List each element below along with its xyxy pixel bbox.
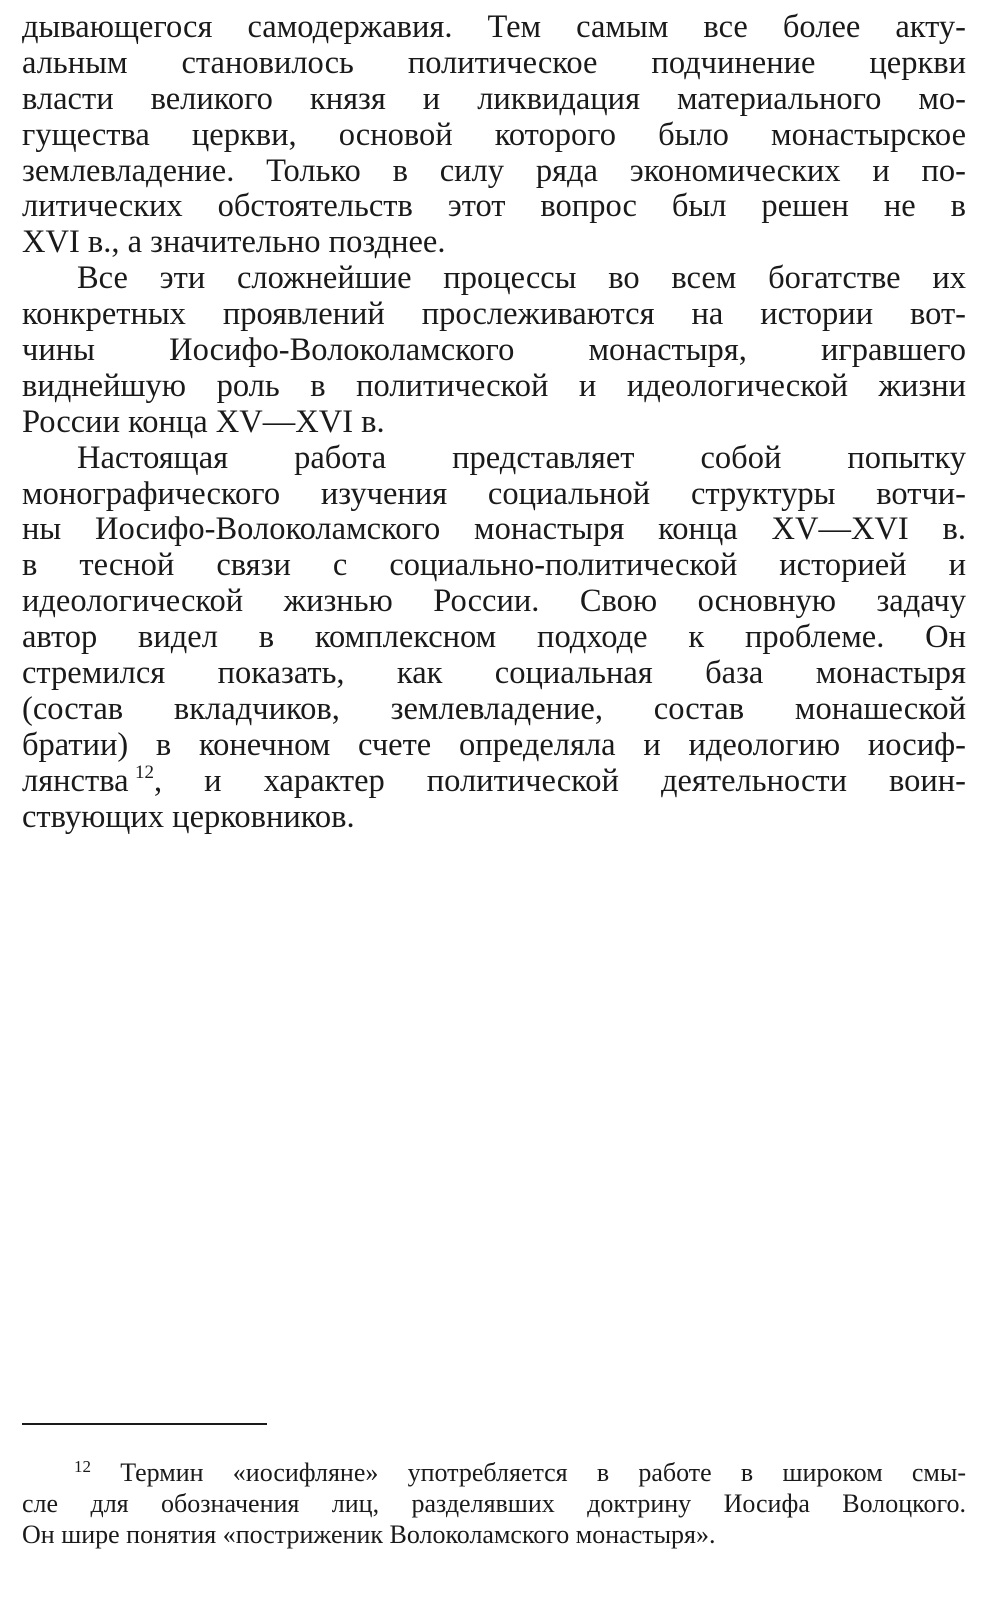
main-text [22,10,966,835]
text-line: ствующих церковников. [22,799,355,835]
text-line: Настоящая работа представляет собой попытку [77,440,966,476]
footnote-divider [22,1423,267,1425]
text-line: идеологической жизнью России. Свою основную задачу [22,584,966,620]
text-fragment: лянства [22,763,129,799]
text-line: стремился показать, как социальная база монастыря [22,656,966,692]
footnote-line: сле для обозначения лиц, разделявших доктрину Иосифа Волоцкого. [22,1489,966,1518]
footnote-ref[interactable]: 12 [135,763,155,783]
text-fragment: , и характер политической деятельности воин- [154,763,966,799]
text-line: ны Иосифо-Волоколамского монастыря конца XV—XVI в. [22,512,966,548]
text-line: братии) в конечном счете определяла и идеологию иосиф- [22,727,966,763]
text-line: литических обстоятельств этот вопрос был решен не в [22,189,966,225]
footnote-number: 12 [74,1457,91,1476]
text-line: в тесной связи с социально-политической историей и [22,548,966,584]
text-line: конкретных проявлений прослеживаются на истории вот- [22,297,966,333]
text-line: дывающегося самодержавия. Тем самым все более акту- [22,10,966,45]
text-line: власти великого князя и ликвидация материального мо- [22,81,966,117]
footnote-line [22,1457,966,1488]
text-line: альным становилось политическое подчинение церкви [22,45,966,81]
text-line [22,764,966,800]
text-line: XVI в., а значительно позднее. [22,225,446,261]
footnote-line: Он шире понятия «постриженик Волоколамского монастыря». [22,1520,716,1549]
footnote [22,1457,966,1550]
text-line: монографического изучения социальной структуры вотчи- [22,476,966,512]
text-line: землевладение. Только в силу ряда экономических и по- [22,153,966,189]
footnote-text: Термин «иосифляне» употребляется в работе в широком смы- [91,1458,966,1487]
page [22,0,966,1600]
text-line: виднейшую роль в политической и идеологической жизни [22,368,966,404]
text-line: автор видел в комплексном подходе к проблеме. Он [22,620,966,656]
text-line: Все эти сложнейшие процессы во всем богатстве их [77,261,966,297]
text-line: (состав вкладчиков, землевладение, состав монашеской [22,691,966,727]
text-line: чины Иосифо-Волоколамского монастыря, игравшего [22,333,966,369]
text-line: России конца XV—XVI в. [22,404,385,440]
text-line: гущества церкви, основой которого было монастырское [22,117,966,153]
